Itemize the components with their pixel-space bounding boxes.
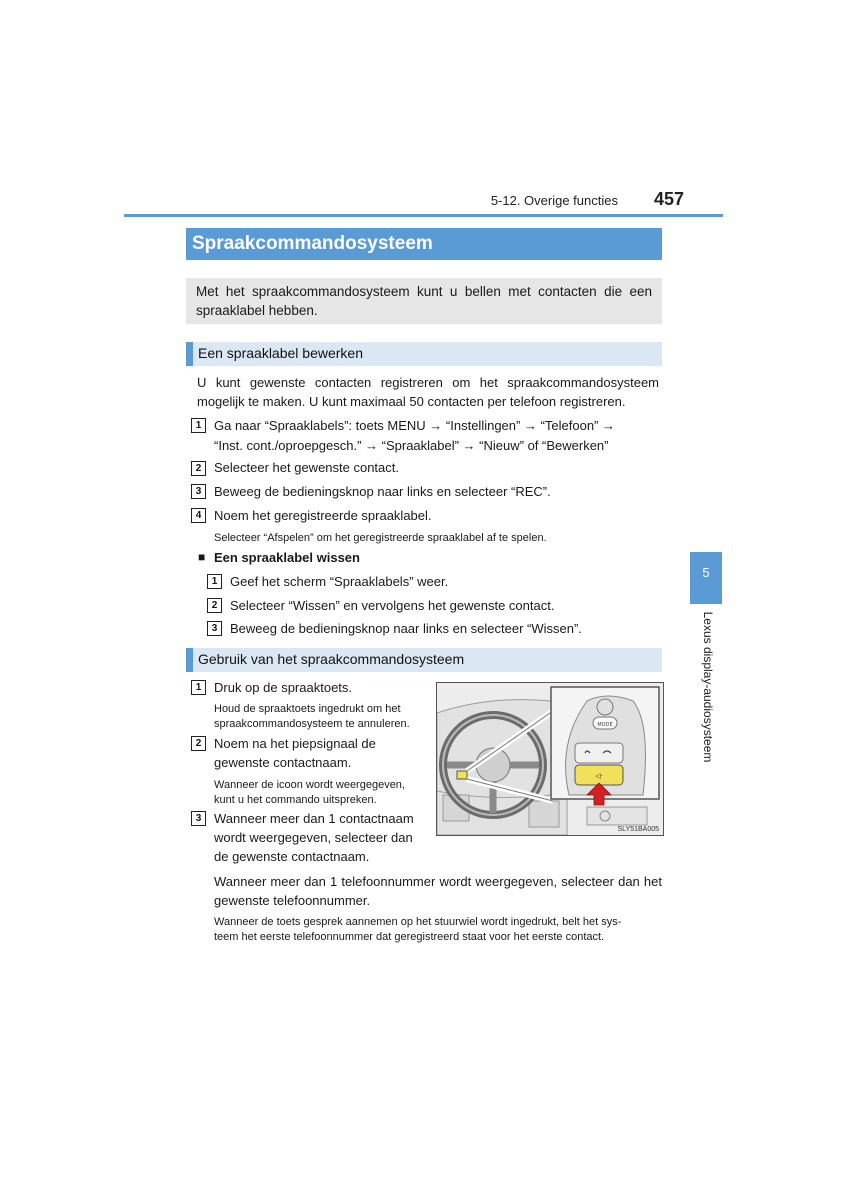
steering-wheel-illustration xyxy=(436,682,664,836)
note: teem het eerste telefoonnummer dat geregistreerd staat voor het eerste contact. xyxy=(214,931,605,943)
paragraph: Wanneer meer dan 1 telefoonnummer wordt weergegeven, selecteer dan het xyxy=(214,874,662,889)
svg-text:◁·: ◁· xyxy=(595,772,603,780)
step-number: 2 xyxy=(207,598,222,613)
section-heading-edit-voice-tag xyxy=(186,342,662,366)
step-text: Selecteer “Wissen” en vervolgens het gewenste contact. xyxy=(230,598,555,613)
step-text: de gewenste contactnaam. xyxy=(214,849,370,864)
steering-wheel-drawing xyxy=(437,683,663,835)
step-text: Selecteer het gewenste contact. xyxy=(214,460,400,475)
step-text: Noem het geregistreerde spraaklabel. xyxy=(214,508,432,523)
section1-intro-line2: mogelijk te maken. U kunt maximaal 50 contacten per telefoon registreren. xyxy=(197,394,626,409)
intro-box xyxy=(186,278,662,324)
step-text: gewenste contactnaam. xyxy=(214,755,352,770)
header-rule xyxy=(124,214,723,217)
step-text: Beweeg de bedieningsknop naar links en selecteer “REC”. xyxy=(214,484,551,499)
section-heading-text: Een spraaklabel bewerken xyxy=(198,345,363,361)
figure-code: SLY51BA005 xyxy=(617,826,659,833)
step-number: 1 xyxy=(191,418,206,433)
step-number: 3 xyxy=(191,484,206,499)
step-number: 4 xyxy=(191,508,206,523)
square-bullet-icon: ■ xyxy=(198,550,206,564)
step-text: “Inst. cont./oproepgesch.” → “Spraaklabel” → “Nieuw” of “Bewerken” xyxy=(214,438,609,453)
section1-intro-line1: U kunt gewenste contacten registreren om het spraakcommandosysteem xyxy=(197,375,659,390)
section-heading-use-voice-command xyxy=(186,648,662,672)
note: Selecteer “Afspelen” om het geregistreerde spraaklabel af te spelen. xyxy=(214,532,547,544)
page-title-bar xyxy=(186,228,662,260)
subsection-heading: Een spraaklabel wissen xyxy=(214,550,360,565)
step-number: 2 xyxy=(191,736,206,751)
chapter-title-vertical: Lexus display-audiosysteem xyxy=(701,611,715,763)
step-number: 1 xyxy=(191,680,206,695)
note: Wanneer de toets gesprek aannemen op het stuurwiel wordt ingedrukt, belt het sys- xyxy=(214,916,622,928)
page-number: 457 xyxy=(653,189,684,209)
step-number: 2 xyxy=(191,461,206,476)
step-number: 3 xyxy=(207,621,222,636)
step-text: Noem na het piepsignaal de xyxy=(214,736,376,751)
section-heading-text: Gebruik van het spraakcommandosysteem xyxy=(198,651,465,667)
step-text: wordt weergegeven, selecteer dan xyxy=(214,830,413,845)
paragraph: gewenste telefoonnummer. xyxy=(214,893,371,908)
page-title: Spraakcommandosysteem xyxy=(192,233,433,254)
step-text: Ga naar “Spraaklabels”: toets MENU → “Instellingen” → “Telefoon” → xyxy=(214,418,615,433)
step-text: Wanneer meer dan 1 contactnaam xyxy=(214,811,414,826)
note: spraakcommandosysteem te annuleren. xyxy=(214,718,410,730)
mode-button-label: MODE xyxy=(597,722,613,728)
note: kunt u het commando uitspreken. xyxy=(214,794,377,806)
note: Wanneer de icoon wordt weergegeven, xyxy=(214,779,405,791)
note: Houd de spraaktoets ingedrukt om het xyxy=(214,703,401,715)
intro-text: Met het spraakcommandosysteem kunt u bellen met contacten die een spraaklabel hebben. xyxy=(196,284,652,318)
step-text: Druk op de spraaktoets. xyxy=(214,680,353,695)
chapter-number: 5 xyxy=(702,565,710,580)
running-header-section: 5-12. Overige functies xyxy=(490,193,618,208)
step-number: 3 xyxy=(191,811,206,826)
step-text: Beweeg de bedieningsknop naar links en selecteer “Wissen”. xyxy=(230,621,582,636)
step-text: Geef het scherm “Spraaklabels” weer. xyxy=(230,574,449,589)
step-number: 1 xyxy=(207,574,222,589)
